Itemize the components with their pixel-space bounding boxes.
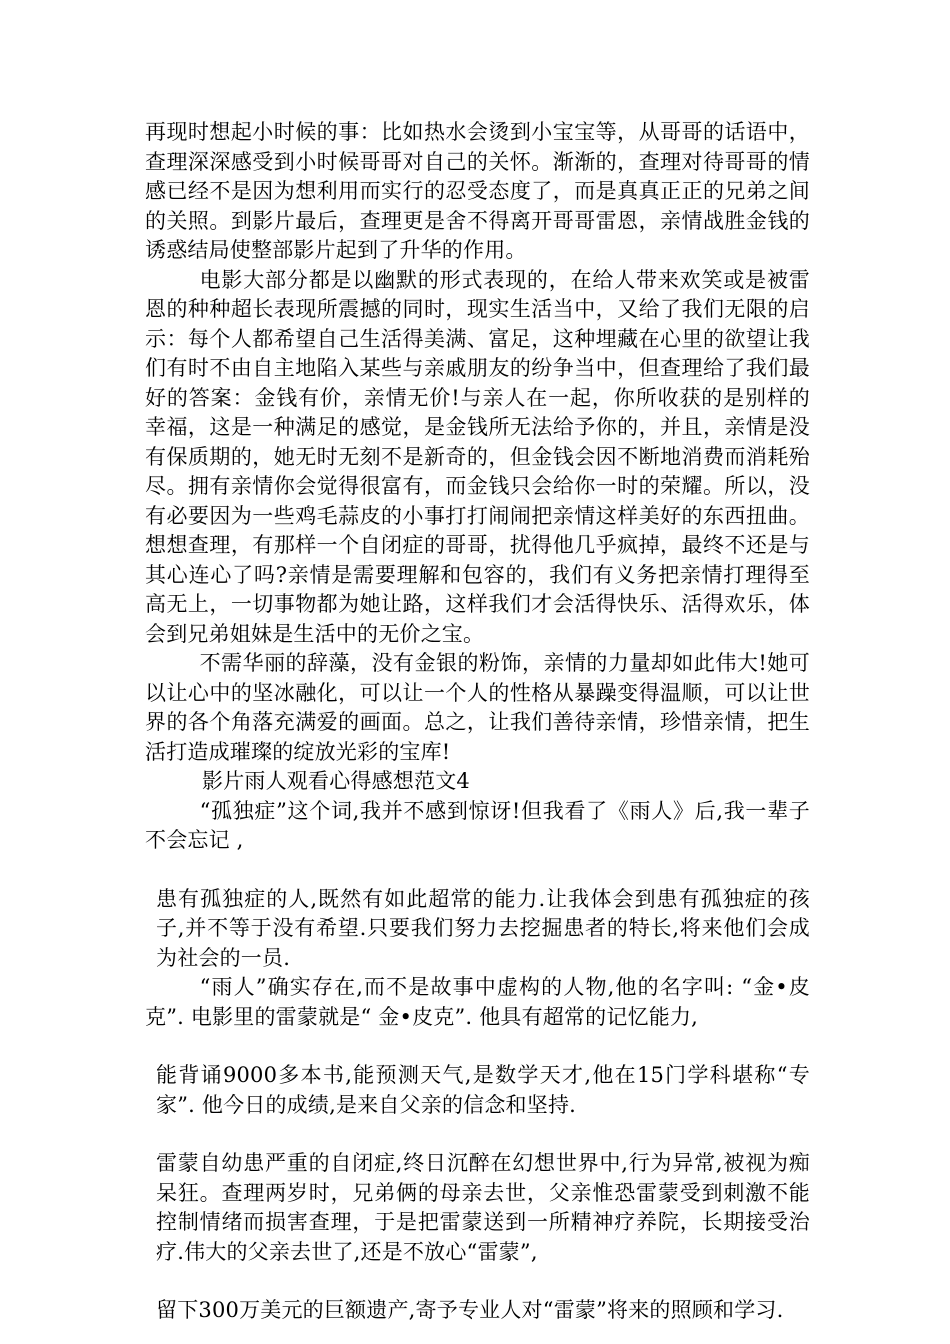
section-heading: 影片雨人观看心得感想范文4 (202, 769, 470, 793)
paragraph-raymond-history: 雷蒙自幼患严重的自闭症,终日沉醉在幻想世界中,行为异常,被视为痴呆狂。查理两岁时，兄弟俩的母亲去世，父亲惟恐雷蒙受到刺激不能控制情绪而损害查理，于是把雷蒙送到一所精神疗养院，长期接受治疗.伟大的父亲去世了,还是不放心“雷蒙”, (156, 1151, 810, 1264)
paragraph-kim-peek: “雨人”确实存在,而不是故事中虚构的人物,他的名字叫: “金•皮克”. 电影里的雷蒙就是“ 金•皮克”. 他具有超常的记忆能力, (145, 975, 810, 1029)
paragraph-inheritance: 留下300万美元的巨额遗产,寄予专业人对“雷蒙”将来的照顾和学习. (156, 1298, 784, 1322)
paragraph-autism-intro: “孤独症”这个词,我并不感到惊讶!但我看了《雨人》后,我一辈子不会忘记 , (145, 798, 810, 852)
paragraph-family-value: 电影大部分都是以幽默的形式表现的，在给人带来欢笑或是被雷恩的种种超长表现所震撼的同时，现实生活当中，又给了我们无限的启示：每个人都希望自己生活得美满、富足，这种埋藏在心里的欲望让我们有时不由自主地陷入某些与亲戚朋友的纷争当中，但查理给了我们最好的答案：金钱有价，亲情无价!与亲人在一起，你所收获的是别样的幸福，这是一种满足的感觉，是金钱所无法给予你的，并且，亲情是没有保质期的，她无时无刻不是新奇的，但金钱会因不断地消费而消耗殆尽。拥有亲情你会觉得很富有，而金钱只会给你一时的荣耀。所以，没有必要因为一些鸡毛蒜皮的小事打打闹闹把亲情这样美好的东西扭曲。想想查理，有那样一个自闭症的哥哥，扰得他几乎疯掉，最终不还是与其心连心了吗?亲情是需要理解和包容的，我们有义务把亲情打理得至高无上，一切事物都为她让路，这样我们才会活得快乐、活得欢乐，体会到兄弟姐妹是生活中的无价之宝。 (145, 267, 810, 646)
paragraph-conclusion: 不需华丽的辞藻，没有金银的粉饰，亲情的力量却如此伟大!她可以让心中的坚冰融化，可以让一个人的性格从暴躁变得温顺，可以让世界的各个角落充满爱的画面。总之，让我们善待亲情，珍惜亲情，把生活打造成璀璨的绽放光彩的宝库! (145, 651, 810, 764)
paragraph-brothers-bond: 再现时想起小时候的事：比如热水会烫到小宝宝等，从哥哥的话语中，查理深深感受到小时候哥哥对自己的关怀。渐渐的，查理对待哥哥的情感已经不是因为想利用而实行的忍受态度了，而是真真正正的兄弟之间的关照。到影片最后，查理更是舍不得离开哥哥雷恩，亲情战胜金钱的诱惑结局使整部影片起到了升华的作用。 (145, 120, 810, 262)
document-page (145, 118, 810, 1326)
paragraph-autism-ability: 患有孤独症的人,既然有如此超常的能力.让我体会到患有孤独症的孩子,并不等于没有希望.只要我们努力去挖掘患者的特长,将来他们会成为社会的一员. (156, 886, 810, 970)
paragraph-memory: 能背诵9000多本书,能预测天气,是数学天才,他在15门学科堪称“专家”. 他今日的成绩,是来自父亲的信念和坚持. (156, 1063, 810, 1117)
